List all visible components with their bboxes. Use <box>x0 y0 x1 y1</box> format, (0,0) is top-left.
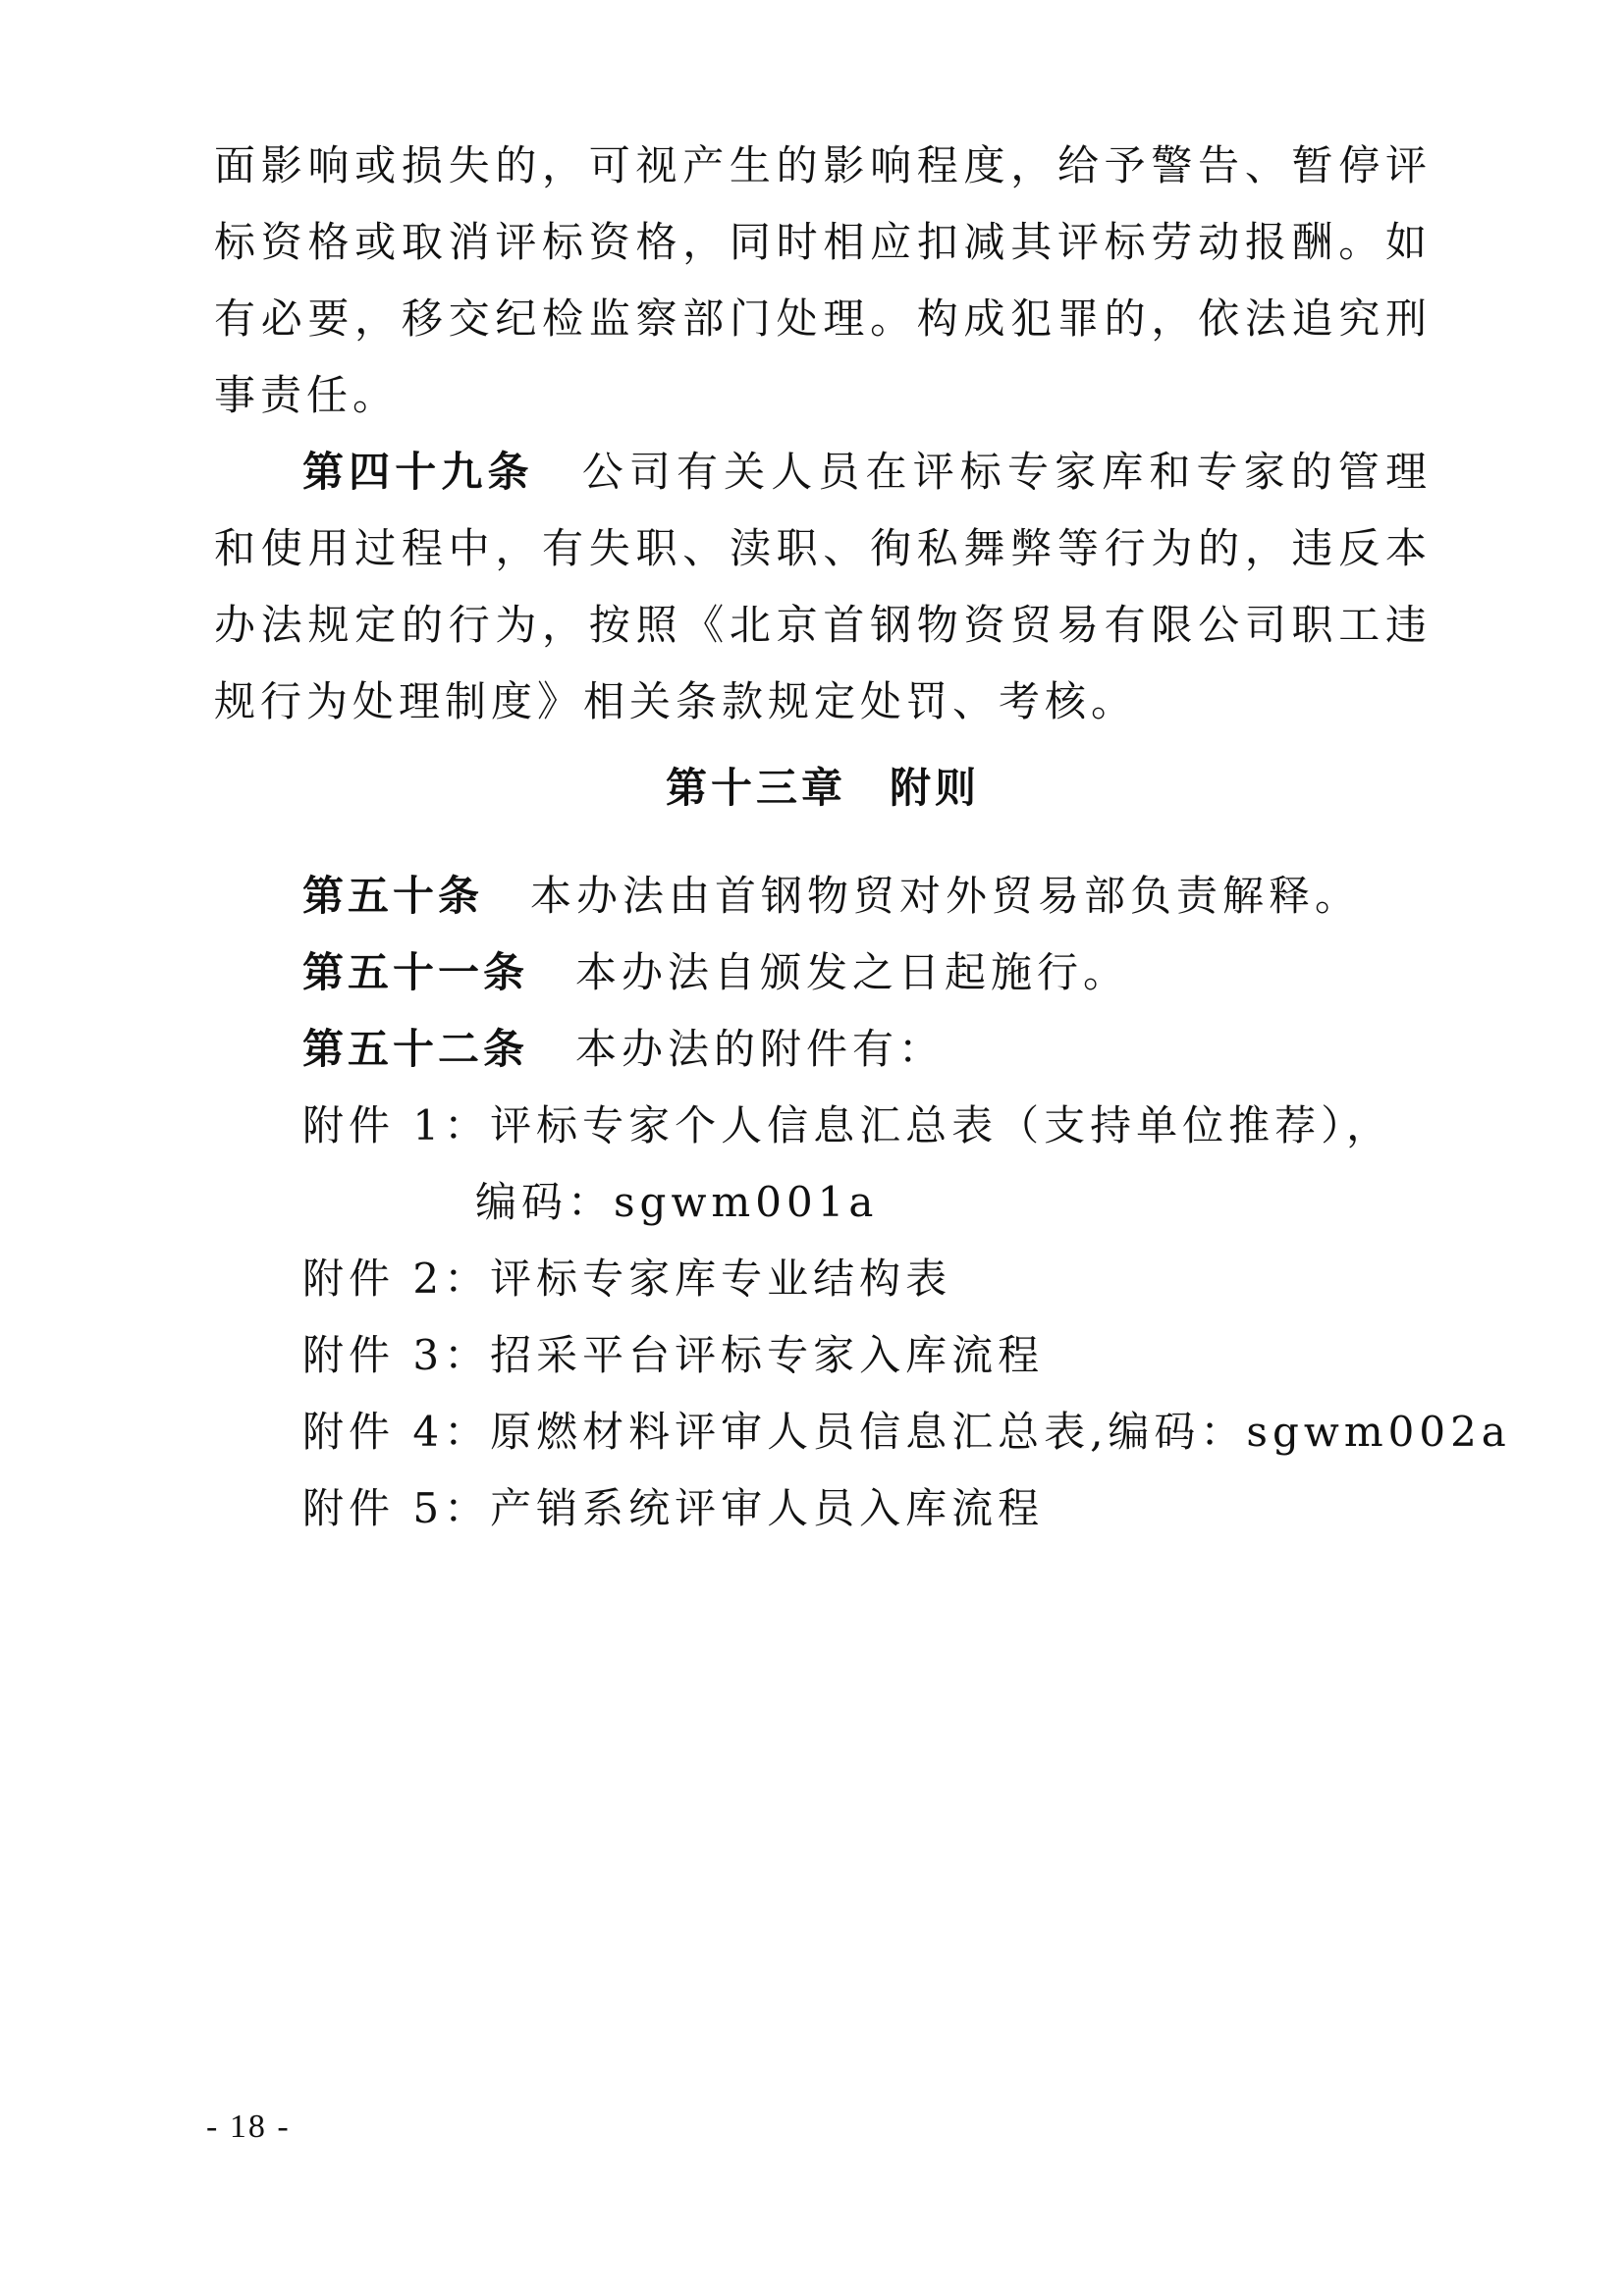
attachment-item: 附件 3：招采平台评标专家入库流程 <box>302 1331 1045 1379</box>
paragraph-text: 面影响或损失的，可视产生的影响程度，给予警告、暂停评标资格或取消评标资格，同时相应扣减其评标劳动报酬。如有必要，移交纪检监察部门处理。构成犯罪的，依法追究刑事责任。 <box>214 141 1432 419</box>
article-text: 本办法的附件有： <box>575 1025 946 1073</box>
article-label: 第五十一条 <box>302 948 529 996</box>
chapter-heading <box>214 756 1432 815</box>
article-label: 第五十条 <box>302 872 484 920</box>
attachment-item: 附件 2：评标专家库专业结构表 <box>302 1255 952 1303</box>
chapter-number: 第十三章 <box>665 764 846 812</box>
article-51 <box>302 940 1129 999</box>
attachment-item: 附件 5：产销系统评审人员入库流程 <box>302 1484 1045 1532</box>
article-50 <box>302 864 1361 923</box>
attachment-code-line: 编码：sgwm001a <box>475 1178 879 1226</box>
attachment-item: 附件 4：原燃材料评审人员信息汇总表,编码：sgwm002a <box>302 1408 1511 1456</box>
article-label: 第五十二条 <box>302 1025 529 1073</box>
article-text: 公司有关人员在评标专家库和专家的管理和使用过程中，有失职、渎职、徇私舞弊等行为的，违反本办法规定的行为，按照《北京首钢物资贸易有限公司职工违规行为处理制度》相关条款规定处罚、考核。 <box>214 448 1432 725</box>
paragraph-penalty-continuation <box>214 128 1432 434</box>
article-49 <box>214 434 1432 740</box>
article-52 <box>302 1017 945 1076</box>
chapter-name: 附则 <box>890 764 981 812</box>
article-text: 本办法自颁发之日起施行。 <box>575 948 1130 996</box>
article-text: 本办法由首钢物贸对外贸易部负责解释。 <box>530 872 1362 920</box>
article-label: 第四十九条 <box>302 448 534 496</box>
attachment-item: 附件 1：评标专家个人信息汇总表（支持单位推荐）， <box>302 1101 1393 1149</box>
page-number: - 18 - <box>206 2109 291 2145</box>
